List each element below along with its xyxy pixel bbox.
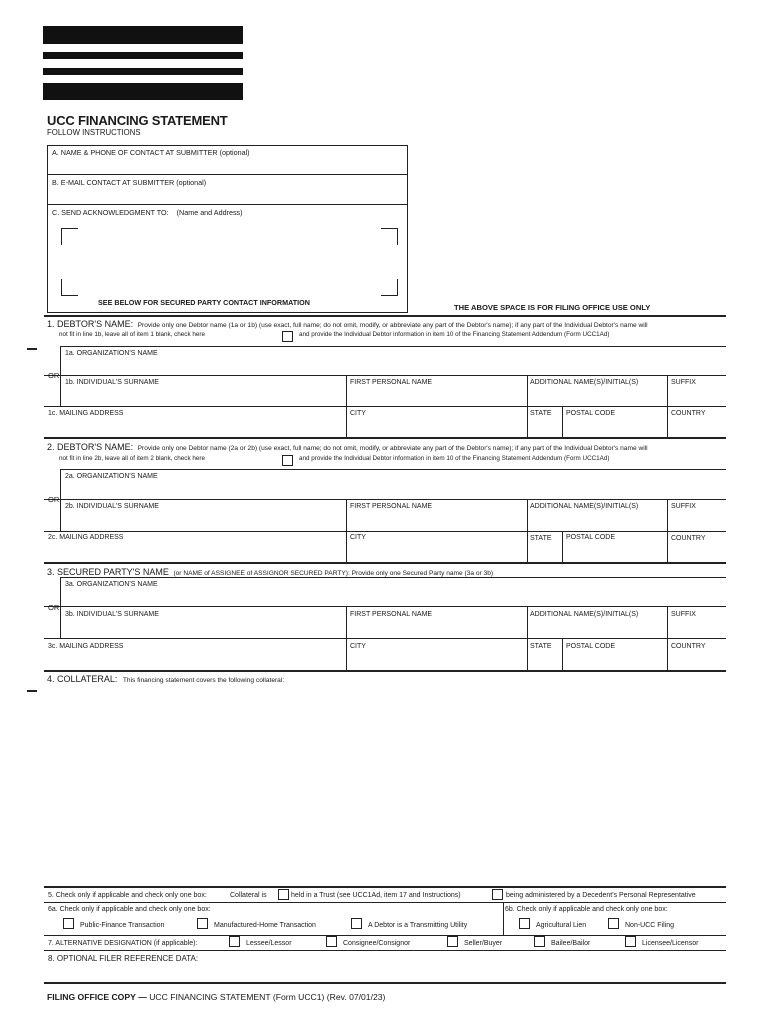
divider: [44, 406, 726, 407]
manufactured-home-label: Manufactured-Home Transaction: [214, 922, 316, 929]
debtor1-suffix-input[interactable]: [671, 390, 723, 402]
divider: [60, 577, 61, 638]
secured-city-label: CITY: [350, 643, 366, 650]
secured-heading-text: 3. SECURED PARTY'S NAME: [47, 567, 169, 577]
transmitting-utility-label: A Debtor is a Transmitting Utility: [368, 922, 468, 929]
debtor1-mailing-label: 1c. MAILING ADDRESS: [48, 410, 124, 417]
debtor1-country-input[interactable]: [671, 421, 723, 433]
or-label: OR: [48, 603, 60, 612]
filing-office-note: THE ABOVE SPACE IS FOR FILING OFFICE USE ONLY: [454, 303, 651, 312]
debtor2-city-input[interactable]: [350, 546, 522, 558]
public-finance-label: Public-Finance Transaction: [80, 922, 165, 929]
header-bar-3: [43, 68, 243, 75]
collateral-heading-text: 4. COLLATERAL:: [47, 674, 118, 684]
footer: [47, 992, 385, 1002]
margin-mark: [27, 690, 37, 692]
send-ack-label: [52, 209, 243, 216]
debtor2-country-input[interactable]: [671, 546, 723, 558]
secured-org-label: 3a. ORGANIZATION'S NAME: [65, 581, 158, 588]
secured-instruction: (or NAME of ASSIGNEE of ASSIGNOR SECURED PARTY): Provide only one Secured Party name (3a or 3b): [173, 570, 494, 577]
section-3-top-rule: [44, 562, 726, 564]
divider: [60, 469, 61, 531]
email-label: B. E-MAIL CONTACT AT SUBMITTER (optional): [52, 178, 207, 187]
non-ucc-checkbox[interactable]: [608, 918, 619, 929]
debtor2-first-input[interactable]: [350, 514, 522, 526]
section-1-top-rule: [44, 315, 726, 317]
licensee-checkbox[interactable]: [625, 936, 636, 947]
footer-copy-label: FILING OFFICE COPY: [47, 992, 136, 1002]
form-title: UCC FINANCING STATEMENT: [47, 113, 228, 128]
secured-suffix-input[interactable]: [671, 622, 723, 634]
agricultural-lien-checkbox[interactable]: [519, 918, 530, 929]
corner-br: [381, 279, 398, 296]
debtor2-instruction-2: not fit in line 2b, leave all of item 2 blank, check here: [59, 455, 205, 462]
section-2-top-rule: [44, 437, 726, 439]
debtor1-state-label: STATE: [530, 410, 552, 417]
divider: [44, 606, 726, 607]
divider: [562, 406, 563, 437]
bailee-checkbox[interactable]: [534, 936, 545, 947]
ack-address-input[interactable]: [72, 236, 372, 286]
decedent-checkbox[interactable]: [492, 889, 503, 900]
debtor2-additional-label: ADDITIONAL NAME(S)/INITIAL(S): [530, 503, 639, 510]
follow-instructions: FOLLOW INSTRUCTIONS: [47, 128, 141, 137]
secured-additional-label: ADDITIONAL NAME(S)/INITIAL(S): [530, 611, 639, 618]
margin-mark: [27, 348, 37, 350]
secured-state-label: STATE: [530, 643, 552, 650]
manufactured-home-checkbox[interactable]: [197, 918, 208, 929]
debtor2-suffix-input[interactable]: [671, 514, 723, 526]
divider: [60, 346, 61, 406]
debtor2-state-label: STATE: [530, 535, 552, 542]
debtor1-org-input[interactable]: [65, 360, 715, 372]
debtor1-heading: [47, 320, 648, 330]
secured-org-input[interactable]: [65, 591, 715, 603]
debtor2-heading-text: 2. DEBTOR'S NAME:: [47, 442, 134, 452]
trust-label: held in a Trust (see UCC1Ad, item 17 and Instructions): [291, 892, 461, 899]
send-ack-sub: (Name and Address): [176, 208, 243, 217]
public-finance-checkbox[interactable]: [63, 918, 74, 929]
collateral-is-label: Collateral is: [230, 892, 267, 899]
seller-label: Seller/Buyer: [464, 940, 503, 947]
transmitting-utility-checkbox[interactable]: [351, 918, 362, 929]
collateral-heading: [47, 675, 284, 685]
corner-tr: [381, 228, 398, 245]
divider: [562, 638, 563, 670]
divider: [44, 950, 726, 951]
secured-postal-input[interactable]: [566, 654, 662, 666]
lessee-checkbox[interactable]: [229, 936, 240, 947]
item6a-label: 6a. Check only if applicable and check only one box:: [48, 906, 211, 913]
debtor2-postal-input[interactable]: [566, 546, 662, 558]
secured-first-label: FIRST PERSONAL NAME: [350, 611, 433, 618]
header-bar-2: [43, 52, 243, 59]
section-4-top-rule: [44, 670, 726, 672]
divider: [44, 531, 726, 532]
debtor1-city-label: CITY: [350, 410, 366, 417]
debtor1-instruction-1: Provide only one Debtor name (1a or 1b) (use exact, full name; do not omit, modify, or abbreviate any part of the Debtor's name); if any part of the Individual Debtor's name will: [137, 322, 648, 329]
header-bar-1: [43, 26, 243, 44]
divider: [60, 346, 726, 347]
secured-country-label: COUNTRY: [671, 643, 706, 650]
debtor2-surname-label: 2b. INDIVIDUAL'S SURNAME: [65, 503, 159, 510]
debtor2-state-input[interactable]: [530, 546, 558, 558]
lessee-label: Lessee/Lessor: [246, 940, 292, 947]
debtor1-postal-label: POSTAL CODE: [566, 410, 616, 417]
debtor2-surname-input[interactable]: [65, 514, 342, 526]
item5-label: 5. Check only if applicable and check only one box:: [48, 892, 207, 899]
debtor1-instruction-2: not fit in line 1b, leave all of item 1 blank, check here: [59, 331, 205, 338]
non-ucc-label: Non-UCC Filing: [625, 922, 675, 929]
collateral-input[interactable]: [48, 690, 723, 880]
debtor2-heading: [47, 443, 648, 453]
seller-checkbox[interactable]: [447, 936, 458, 947]
consignee-checkbox[interactable]: [326, 936, 337, 947]
debtor2-additional-input[interactable]: [530, 514, 662, 526]
debtor1-surname-input[interactable]: [65, 390, 342, 402]
debtor1-first-input[interactable]: [350, 390, 522, 402]
secured-mailing-label: 3c. MAILING ADDRESS: [48, 643, 124, 650]
licensee-label: Licensee/Licensor: [642, 940, 699, 947]
divider: [503, 902, 504, 935]
divider: [562, 531, 563, 562]
divider: [48, 174, 407, 175]
debtor1-surname-label: 1b. INDIVIDUAL'S SURNAME: [65, 379, 159, 386]
debtor1-state-input[interactable]: [530, 421, 558, 433]
contact-name-label: A. NAME & PHONE OF CONTACT AT SUBMITTER (optional): [52, 148, 250, 157]
footer-form-title: UCC FINANCING STATEMENT (Form UCC1) (Rev. 07/01/23): [149, 992, 386, 1002]
debtor2-suffix-label: SUFFIX: [671, 503, 696, 510]
debtor2-instruction-1: Provide only one Debtor name (2a or 2b) (use exact, full name; do not omit, modify, or abbreviate any part of the Debtor's name); if any part of the Individual Debtor's name will: [137, 445, 648, 452]
debtor1-addendum-checkbox[interactable]: [282, 331, 293, 342]
debtor1-country-label: COUNTRY: [671, 410, 706, 417]
section-5-top-rule: [44, 886, 726, 888]
divider: [44, 499, 726, 500]
header-bar-4: [43, 83, 243, 100]
contact-name-input[interactable]: [52, 160, 402, 172]
see-below-note: SEE BELOW FOR SECURED PARTY CONTACT INFORMATION: [98, 298, 310, 307]
secured-suffix-label: SUFFIX: [671, 611, 696, 618]
divider: [60, 577, 726, 578]
decedent-label: being administered by a Decedent's Personal Representative: [506, 892, 696, 899]
secured-country-input[interactable]: [671, 654, 723, 666]
debtor2-addendum-checkbox[interactable]: [282, 455, 293, 466]
trust-checkbox[interactable]: [278, 889, 289, 900]
secured-first-input[interactable]: [350, 622, 522, 634]
secured-surname-label: 3b. INDIVIDUAL'S SURNAME: [65, 611, 159, 618]
consignee-label: Consignee/Consignor: [343, 940, 411, 947]
or-label: OR: [48, 371, 60, 380]
divider: [44, 935, 726, 936]
collateral-instruction: This financing statement covers the following collateral:: [122, 677, 285, 684]
secured-surname-input[interactable]: [65, 622, 342, 634]
debtor1-city-input[interactable]: [350, 421, 522, 433]
debtor2-instruction-3: and provide the Individual Debtor information in item 10 of the Financing Statement Addendum (Form UCC1Ad): [299, 455, 610, 462]
send-ack-text: C. SEND ACKNOWLEDGMENT TO:: [52, 208, 169, 217]
or-label: OR: [48, 495, 60, 504]
divider: [48, 204, 407, 205]
debtor1-suffix-label: SUFFIX: [671, 379, 696, 386]
section-8-bottom-rule: [44, 982, 726, 984]
filer-reference-input[interactable]: [48, 966, 723, 979]
debtor2-country-label: COUNTRY: [671, 535, 706, 542]
footer-dash: —: [138, 992, 147, 1002]
debtor2-first-label: FIRST PERSONAL NAME: [350, 503, 433, 510]
debtor2-org-input[interactable]: [65, 483, 715, 495]
debtor2-city-label: CITY: [350, 534, 366, 541]
debtor1-instruction-3: and provide the Individual Debtor information in item 10 of the Financing Statement Addendum (Form UCC1Ad): [299, 331, 610, 338]
debtor2-postal-label: POSTAL CODE: [566, 534, 616, 541]
secured-mailing-input[interactable]: [48, 654, 342, 666]
divider: [44, 902, 726, 903]
secured-state-input[interactable]: [530, 654, 558, 666]
debtor2-mailing-input[interactable]: [48, 546, 342, 558]
item7-label: 7. ALTERNATIVE DESIGNATION (if applicable):: [48, 940, 198, 947]
item8-label: 8. OPTIONAL FILER REFERENCE DATA:: [48, 954, 199, 963]
debtor1-first-label: FIRST PERSONAL NAME: [350, 379, 433, 386]
debtor2-mailing-label: 2c. MAILING ADDRESS: [48, 534, 124, 541]
debtor1-additional-input[interactable]: [530, 390, 662, 402]
debtor1-mailing-input[interactable]: [48, 421, 342, 433]
debtor1-heading-text: 1. DEBTOR'S NAME:: [47, 319, 134, 329]
bailee-label: Bailee/Bailor: [551, 940, 591, 947]
secured-additional-input[interactable]: [530, 622, 662, 634]
secured-postal-label: POSTAL CODE: [566, 643, 616, 650]
email-input[interactable]: [52, 190, 402, 202]
item6b-label: 6b. Check only if applicable and check only one box:: [505, 906, 668, 913]
divider: [60, 469, 726, 470]
divider: [44, 638, 726, 639]
debtor1-postal-input[interactable]: [566, 421, 662, 433]
divider: [44, 375, 726, 376]
debtor2-org-label: 2a. ORGANIZATION'S NAME: [65, 473, 158, 480]
debtor1-org-label: 1a. ORGANIZATION'S NAME: [65, 350, 158, 357]
debtor1-additional-label: ADDITIONAL NAME(S)/INITIAL(S): [530, 379, 639, 386]
secured-city-input[interactable]: [350, 654, 522, 666]
agricultural-lien-label: Agricultural Lien: [536, 922, 587, 929]
